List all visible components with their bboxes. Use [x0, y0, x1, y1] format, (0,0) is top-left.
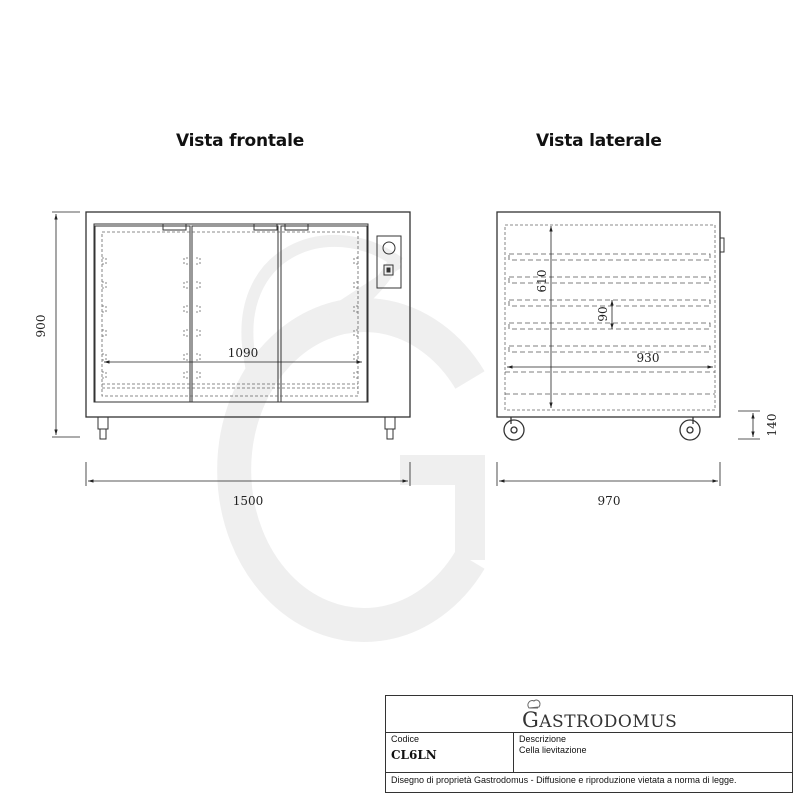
- dim-front-inner-width: 1090: [227, 346, 259, 360]
- title-block-info-row: [386, 732, 792, 773]
- dim-side-inner-depth: 930: [636, 351, 660, 365]
- dim-side-depth: 970: [597, 494, 621, 508]
- side-wheel-left: [504, 417, 524, 440]
- code-label: Codice: [391, 734, 420, 744]
- side-view-title: Vista laterale: [536, 131, 662, 151]
- dim-front-height: 900: [34, 314, 48, 338]
- dim-front-width: 1500: [232, 494, 264, 508]
- dim-side-shelf-gap: 90: [596, 306, 610, 322]
- front-wheel-left: [98, 417, 108, 439]
- door-handle: [254, 224, 277, 230]
- door-handle: [163, 224, 186, 230]
- title-block: [385, 695, 793, 793]
- footer-note: Disegno di proprietà Gastrodomus - Diffusione e riproduzione vietata a norma di legge.: [391, 775, 737, 785]
- description-cell: [514, 732, 792, 772]
- brand-logo: [522, 708, 677, 732]
- front-wheel-right: [385, 417, 395, 439]
- side-wheel-right: [680, 417, 700, 440]
- code-cell: [386, 732, 514, 772]
- dim-side-wheel-height: 140: [765, 413, 779, 437]
- front-door-left: [95, 226, 190, 402]
- brand-logo-initial: G: [522, 708, 540, 732]
- watermark-logo: [234, 241, 470, 625]
- door-handle: [285, 224, 308, 230]
- description-value: Cella lievitazione: [519, 745, 587, 755]
- brand-logo-rest: ASTRODOMUS: [539, 712, 678, 732]
- front-view-title: Vista frontale: [176, 131, 305, 151]
- description-label: Descrizione: [519, 734, 567, 744]
- title-block-logo-row: [386, 696, 792, 733]
- code-value: CL6LN: [391, 748, 437, 762]
- side-view: [497, 212, 724, 440]
- dim-side-inner-height: 610: [535, 269, 549, 293]
